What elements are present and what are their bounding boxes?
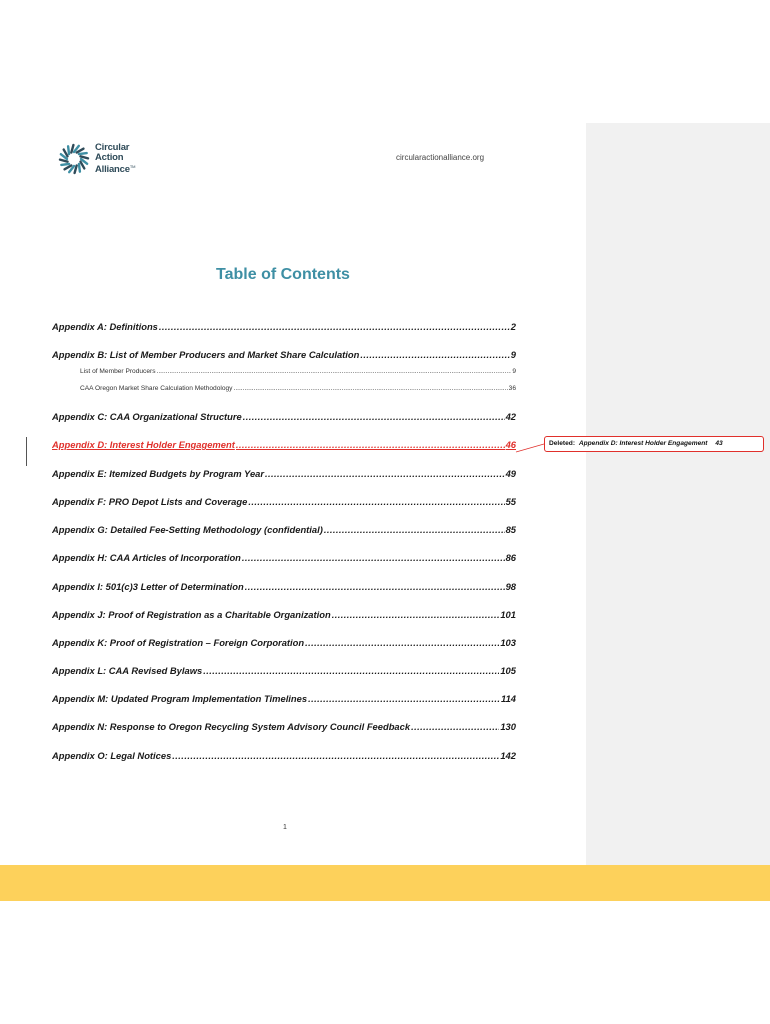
toc-entry-label: CAA Oregon Market Share Calculation Methodology — [80, 385, 233, 392]
comment-text: Appendix D: Interest Holder Engagement — [578, 440, 708, 447]
toc-leader-dots — [159, 321, 510, 332]
toc-entry[interactable] — [52, 665, 516, 676]
comment-balloon[interactable] — [544, 436, 764, 452]
toc-entry-label: Appendix G: Detailed Fee-Setting Methodology (confidential) — [52, 524, 323, 535]
toc-entry[interactable] — [52, 581, 516, 592]
toc-page-number: 9 — [512, 368, 516, 375]
toc-entry-label: Appendix F: PRO Depot Lists and Coverage — [52, 496, 248, 507]
page-number: 1 — [283, 824, 287, 831]
toc-page-number: 46 — [505, 439, 516, 450]
toc-page-number: 142 — [500, 750, 516, 761]
toc-leader-dots — [245, 581, 505, 592]
toc-entry-label: Appendix L: CAA Revised Bylaws — [52, 665, 203, 676]
logo-line: Alliance™ — [95, 164, 136, 176]
toc-entry-label: Appendix B: List of Member Producers and Market Share Calculation — [52, 349, 360, 360]
toc-entry[interactable] — [52, 349, 516, 360]
toc-page-number: 98 — [505, 581, 516, 592]
toc-leader-dots — [233, 385, 507, 392]
toc-leader-dots — [265, 468, 505, 479]
toc-leader-dots — [305, 637, 499, 648]
comment-page: 43 — [715, 440, 723, 447]
toc-leader-dots — [157, 368, 512, 375]
toc-entry[interactable] — [52, 693, 516, 704]
logo-spoke — [79, 164, 80, 172]
toc-entry-label: Appendix M: Updated Program Implementation Timelines — [52, 693, 308, 704]
toc-entry-label: Appendix O: Legal Notices — [52, 750, 172, 761]
toc-entry-label: Appendix I: 501(c)3 Letter of Determination — [52, 581, 244, 592]
toc-page-number: 55 — [505, 496, 516, 507]
markup-pane — [586, 123, 770, 865]
logo-spoke — [68, 146, 69, 154]
circular-action-alliance-logo — [58, 140, 135, 178]
toc-page-number: 2 — [510, 321, 516, 332]
logo-spoke — [64, 150, 68, 157]
toc-entry[interactable] — [52, 439, 516, 450]
toc-page-number: 86 — [505, 552, 516, 563]
toc-leader-dots — [411, 721, 499, 732]
toc-entry-label: Appendix C: CAA Organizational Structure — [52, 411, 242, 422]
toc-leader-dots — [172, 750, 499, 761]
toc-entry-label: Appendix J: Proof of Registration as a Charitable Organization — [52, 609, 331, 620]
toc-entry[interactable] — [52, 468, 516, 479]
toc-leader-dots — [360, 349, 509, 360]
toc-entry[interactable] — [52, 411, 516, 422]
toc-page-number: 9 — [510, 349, 516, 360]
toc-subentry[interactable] — [80, 385, 516, 392]
toc-leader-dots — [242, 552, 505, 563]
footer-band — [0, 865, 770, 901]
toc-page-number: 85 — [505, 524, 516, 535]
logo-line: Action — [95, 151, 124, 163]
change-bar — [26, 437, 27, 466]
toc-entry-label: Appendix N: Response to Oregon Recycling System Advisory Council Feedback — [52, 721, 411, 732]
logo-spoke — [77, 149, 84, 153]
toc-page-number: 36 — [508, 385, 516, 392]
toc-entry[interactable] — [52, 321, 516, 332]
toc-entry-label: Appendix E: Itemized Budgets by Program Year — [52, 468, 265, 479]
toc-entry[interactable] — [52, 496, 516, 507]
toc-leader-dots — [332, 609, 500, 620]
toc-entry[interactable] — [52, 721, 516, 732]
toc-leader-dots — [324, 524, 505, 535]
page-title: Table of Contents — [216, 266, 350, 283]
toc-leader-dots — [248, 496, 504, 507]
toc-leader-dots — [308, 693, 500, 704]
toc-page-number: 101 — [500, 609, 516, 620]
logo-spoke — [65, 165, 72, 169]
toc-leader-dots — [203, 665, 499, 676]
toc-page-number: 103 — [500, 637, 516, 648]
toc-page-number: 42 — [505, 411, 516, 422]
toc-entry-label: Appendix A: Definitions — [52, 321, 158, 332]
logo-mark-icon — [58, 143, 90, 175]
toc-entry-label: Appendix H: CAA Articles of Incorporation — [52, 552, 241, 563]
toc-page-number: 114 — [501, 693, 516, 704]
toc-leader-dots — [243, 411, 505, 422]
toc-leader-dots — [236, 439, 505, 450]
trademark-mark: TM — [129, 164, 136, 170]
comment-tag: Deleted: — [549, 440, 576, 447]
toc-entry-label: Appendix K: Proof of Registration – Foreign Corporation — [52, 637, 305, 648]
website-url: circularactionalliance.org — [396, 153, 485, 162]
toc-entry-label: List of Member Producers — [80, 368, 156, 375]
toc-entry[interactable] — [52, 750, 516, 761]
toc-entry[interactable] — [52, 552, 516, 563]
logo-spoke — [79, 153, 87, 154]
toc-entry-label: Appendix D: Interest Holder Engagement — [52, 439, 235, 450]
toc-subentry[interactable] — [80, 368, 516, 375]
toc-page-number: 49 — [505, 468, 516, 479]
toc-entry[interactable] — [52, 637, 516, 648]
logo-line: Circular — [95, 142, 130, 154]
toc-entry[interactable] — [52, 524, 516, 535]
logo-spoke — [61, 164, 69, 165]
toc-page-number: 130 — [500, 721, 516, 732]
logo-spoke — [80, 162, 84, 169]
logo-wordmark — [95, 143, 135, 175]
toc-page-number: 105 — [500, 665, 516, 676]
toc-entry[interactable] — [52, 609, 516, 620]
